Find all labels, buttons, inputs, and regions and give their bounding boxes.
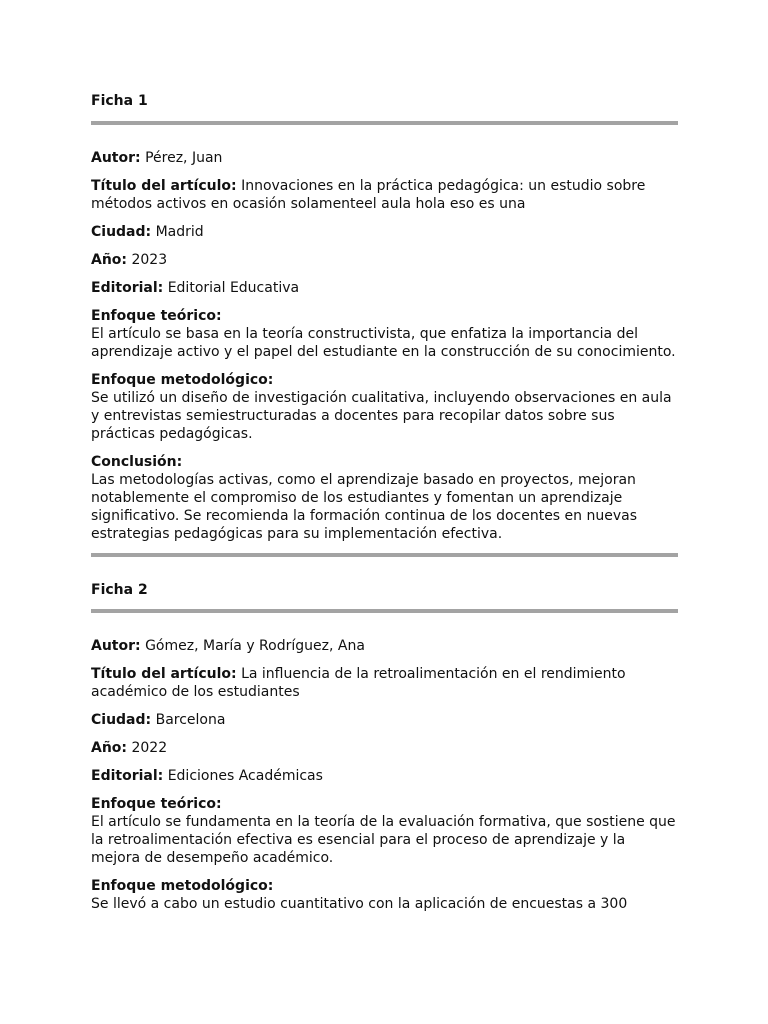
autor-value: Pérez, Juan: [145, 150, 223, 166]
enfoque-metodologico-label: Enfoque metodológico:: [91, 878, 274, 894]
enfoque-teorico-label: Enfoque teórico:: [91, 796, 222, 812]
enfoque-metodologico-label: Enfoque metodológico:: [91, 372, 274, 388]
enfoque-metodologico-field: [91, 877, 678, 913]
ficha-2: [91, 0, 678, 1024]
autor-field: [91, 637, 678, 655]
editorial-value: Editorial Educativa: [167, 280, 300, 296]
ciudad-value: Madrid: [155, 224, 204, 240]
divider: [91, 609, 678, 613]
ficha-title: Ficha 1: [91, 93, 148, 109]
editorial-label: Editorial:: [91, 280, 164, 296]
enfoque-teorico-value: El artículo se fundamenta en la teoría de la evaluación formativa, que sostiene que la retroalimentación efectiva es esencial para el proceso de aprendizaje y la mejora de desempeño académico.: [91, 814, 676, 866]
conclusion-label: Conclusión:: [91, 454, 183, 470]
anio-label: Año:: [91, 252, 128, 268]
enfoque-teorico-value: El artículo se basa en la teoría constructivista, que enfatiza la importancia del aprendizaje activo y el papel del estudiante en la construcción de su conocimiento.: [91, 326, 676, 360]
ficha-title: Ficha 2: [91, 582, 148, 598]
enfoque-metodologico-value: Se utilizó un diseño de investigación cualitativa, incluyendo observaciones en aula y entrevistas semiestructuradas a docentes para recopilar datos sobre sus prácticas pedagógicas.: [91, 390, 672, 442]
titulo-field: [91, 665, 678, 701]
anio-value: 2022: [131, 740, 168, 756]
editorial-value: Ediciones Académicas: [167, 768, 323, 784]
titulo-value: La influencia de la retroalimentación en el rendimiento académico de los estudiantes: [91, 666, 626, 700]
editorial-field: [91, 767, 678, 785]
enfoque-teorico-label: Enfoque teórico:: [91, 308, 222, 324]
autor-value: Gómez, María y Rodríguez, Ana: [145, 638, 365, 654]
enfoque-teorico-field: [91, 795, 678, 867]
ciudad-field: [91, 711, 678, 729]
enfoque-metodologico-value: Se llevó a cabo un estudio cuantitativo con la aplicación de encuestas a 300: [91, 896, 628, 912]
titulo-label: Título del artículo:: [91, 666, 237, 682]
titulo-label: Título del artículo:: [91, 178, 237, 194]
autor-label: Autor:: [91, 638, 141, 654]
autor-label: Autor:: [91, 150, 141, 166]
anio-field: [91, 739, 678, 757]
anio-label: Año:: [91, 740, 128, 756]
conclusion-value: Las metodologías activas, como el aprendizaje basado en proyectos, mejoran notablemente el compromiso de los estudiantes y fomentan un aprendizaje significativo. Se recomienda la formación continua de los docentes en nuevas estrategias pedagógicas para su implementación efectiva.: [91, 472, 638, 542]
titulo-value: Innovaciones en la práctica pedagógica: un estudio sobre métodos activos en ocasión solamenteel aula hola eso es una: [91, 178, 646, 212]
ciudad-label: Ciudad:: [91, 224, 152, 240]
ciudad-value: Barcelona: [155, 712, 226, 728]
anio-value: 2023: [131, 252, 168, 268]
editorial-label: Editorial:: [91, 768, 164, 784]
ciudad-label: Ciudad:: [91, 712, 152, 728]
